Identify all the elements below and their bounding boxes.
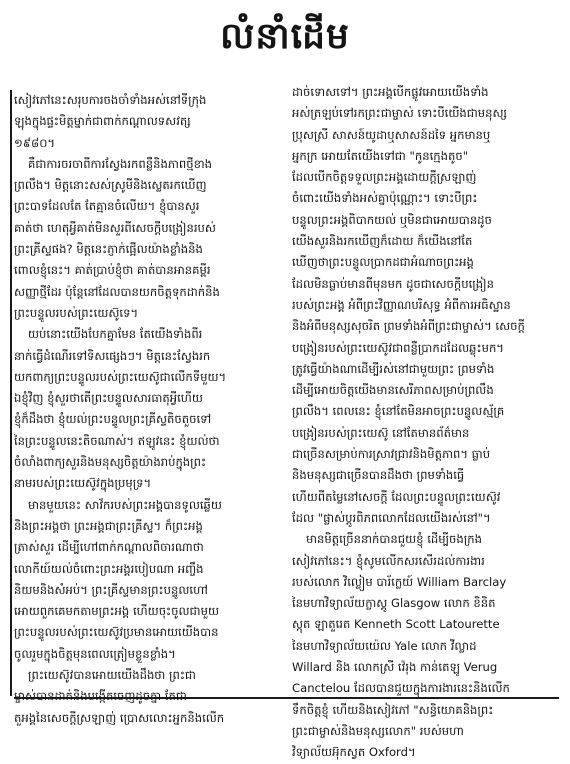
text-line: និងព្រះអង្គថា ព្រះអង្គជាព្រះគ្រីស្ទ។ ក៏ព្រះអង្គ — [14, 518, 203, 533]
text-line: ព្រះបាទដែលតែ តែគ្មានចំលើយ។ ខ្ញុំបានសួរ — [14, 199, 200, 214]
text-line: ត្រូវធ្វើយ៉ាងណាដើម្បីរស់នៅជាមួយព្រះ ព្រមទាំង — [292, 361, 495, 376]
text-line: ១៩៨០។ — [14, 135, 56, 150]
text-line: និយមនិងសំអប់។ ព្រះគ្រីស្ទមានព្រះបន្ទូលហៅ — [14, 582, 208, 597]
text-line: មានមួយនេះ សាវ័ករបស់ព្រះអង្គបានទូលឆ្លើយ — [28, 497, 222, 512]
text-line: លោកីយ៍យល់ចំពោះព្រះអង្គរបៀបណា អញ្ចឹង — [14, 561, 204, 576]
text-line: Willard និង លោកស្រី វ៉េរុង កាន់តេឡូ Verug — [292, 660, 498, 675]
text-line: មានមិត្តច្រើននាក់បានជួយខ្ញុំ ដើម្បីចងក្រង — [306, 532, 482, 547]
text-line: នៃមហាវិទ្យាល័យក្លាស្គូ Glasgow លោក ខិនិត — [292, 596, 496, 611]
text-line: ដែលបើកចិត្តទទួលព្រះអង្គដោយក្តីស្រឡាញ់ — [292, 170, 477, 185]
text-line: យើងសួរនិងរកឃើញក៏ដោយ ក៏យើងនៅតែ — [292, 234, 473, 249]
text-line: ព្រះជាម្ចាស់និងមនុស្សលោក" របស់មហា — [292, 723, 464, 738]
text-line: ឯខ្ញុំវិញ ខ្ញុំសួរថាតើព្រះបន្ទូលសារធាតុអ្វីហើយ — [14, 391, 203, 406]
text-line: Canctelou ដែលបានជួយក្នុងការងារនេះនិងលើក — [292, 681, 510, 696]
text-line: អ្នកក្រ អោយតែយើងទៅជា "កូនក្មេងតូច" — [292, 148, 469, 163]
text-line: ពោលខ្ញុំនេះ។ គាត់ប្រាប់ខ្ញុំថា គាត់បានអានគម្ពីរ — [14, 263, 211, 278]
text-line: ព្រះបន្ទូលរបស់ព្រះយេស៊ូទេ។ — [14, 305, 139, 320]
text-line: សញ្ញាថ្មីដែរ ប៉ុន្តែនៅដែលបានយកចិត្តទុកដាក់និង — [14, 284, 220, 299]
text-line: ខ្ញុំក៏ដឹងថា ខ្ញុំយល់ព្រះបន្ទូលព្រះគ្រីស្ទតិចតួចទៅ — [14, 412, 212, 427]
text-line: ព្រះយេស៊ូវបានអោយយើងដឹងថា ព្រះជា — [28, 668, 196, 683]
text-line: នាក់ធ្វើដំណើរទៅទិសផ្សេងៗ។ មិត្តនេះស្វែងរក — [14, 348, 211, 363]
text-line: បន្ទូលព្រះអង្គពិបាកយល់ ឬមិនជាអោយបានដូច — [292, 212, 492, 227]
text-line: បង្រៀនរបស់ព្រះយេស៊ូ នៅតែមានព័ត៌មាន — [292, 425, 470, 440]
text-line: ម្ចាស់បានដាក់និងបង្កើតចេញដូចគ្នា តែជា — [14, 689, 187, 704]
text-line: នៃព្រះបន្ទូលនេះតិចណាស់។ ឥឡូវនេះ ខ្ញុំយល់ថា — [14, 433, 220, 448]
text-line: សៀវភៅនេះសរុបការចងចាំទាំងអស់នៅទីក្រុង — [14, 93, 207, 107]
text-line: ឃើញថាព្រះបន្ទូលប្រាកដជាអំណាចព្រះអង្គ — [292, 255, 474, 270]
text-line: របស់លោក វិល្លៀម បារ័ក្លេយ៍ William Barclay — [292, 574, 507, 589]
text-line: អស់ត្រឡប់ទៅរកព្រះជាម្ចាស់ ទោះបីយើងជាមនុស្ស — [292, 106, 508, 121]
text-line: ឡុងក្នុងផ្ទះមិត្តម្នាក់ជាពាក់កណ្តាលទសវត្ស — [14, 114, 191, 129]
text-line: បង្រៀនរបស់ព្រះយេស៊ូវជាពន្លឺប្រាកដដែលឆ្លុះមក។ — [292, 340, 504, 355]
text-line: និងអំពីមនុស្សសុចរិត ព្រមទាំងអំពីព្រះជាម្ចាស់។ សេចក្តី — [292, 319, 525, 334]
text-line: ដើម្បីអោយចិត្តយើងមានសេរីភាពសម្រាប់ព្រលឹង — [292, 383, 494, 398]
text-line: តួអង្គនៃសេចក្តីស្រឡាញ់ ប្រោសលោះអ្នកនិងលើក — [14, 710, 225, 725]
text-line: សៀវភៅនេះ។ ខ្ញុំសូមលើកសរសើរដល់ការងារ — [292, 553, 485, 568]
text-line: របស់ព្រះអង្គ អំពីព្រះវិញ្ញាណបរិសុទ្ធ អំពីការអធិស្ឋាន — [292, 297, 511, 312]
text-line: ចំពោះយើងទាំងអស់គ្នាប៉ុណ្ណោះ។ ទោះបីព្រះ — [292, 191, 478, 206]
text-line: ហើយពីតម្លៃនៅសេចក្តី ដែលព្រះបន្ទូលព្រះយេស៊ូវ — [292, 489, 501, 504]
text-line: ស្កុត ឡាតួរេត Kenneth Scott Latourette — [292, 617, 500, 632]
text-line: ទឹកចិត្តខ្ញុំ ហើយនិងសៀវភៅ "សន្ធិយោគនិងព្រះ — [292, 702, 494, 717]
text-line: គាត់ថា ហេតុអ្វីគាត់មិនសួរពីសេចក្តីបង្រៀនរបស់ — [14, 220, 216, 235]
text-line: ប្រុសស្រី សាសន៍យូដាឬសាសន៍ដទៃ អ្នកមានឬ — [292, 127, 491, 142]
text-line: និងមនុស្សជាច្រើនបានដឹងថា ព្រមទាំងធ្វើ — [292, 468, 465, 483]
text-line: អោយពួកគេមកតាមព្រះអង្គ ហើយចុះចូលជាមួយ — [14, 604, 219, 619]
text-line: ចូលរួមក្នុងចិត្តមុនពេលត្រៀមខ្លួនខ្លាំង។ — [14, 646, 176, 661]
text-line: ដាច់ទោសទៅ។ ព្រះអង្គបើកផ្លូវអោយយើងទាំង — [292, 85, 489, 99]
text-line: ព្រលឹង។ ពេលនេះ ខ្ញុំនៅតែមិនអាចព្រះបន្ទូលស្ម័គ្រ — [292, 404, 505, 419]
text-line: យប់នោះយើងបែកគ្នាមែន តែយើងទាំងពីរ — [28, 327, 203, 342]
text-line: ជាច្រើនសម្រាប់ការស្រាវជ្រាវនិងមិត្តភាព។ ធ្លាប់ — [292, 447, 491, 462]
text-line: ព្រះគ្រីស្ទផង? មិត្តនេះភ្ញាក់ផ្អើលយ៉ាងខ្លាំងនិង — [14, 242, 203, 257]
text-line: យកពាក្យព្រះបន្ទូលរបស់ព្រះយេស៊ូជាលើកទីមួយ។ — [14, 369, 227, 384]
page-title: លំនាំដើម — [220, 15, 350, 57]
text-line: ត្រាស់សួរ ដើម្បីហៅពាក់កណ្តាលពិចារណាថា — [14, 540, 204, 555]
text-line: ព្រលឹង។ មិត្តនោះសស់ស្រូមីនិងស្លេតរកឃើញ — [14, 178, 207, 193]
text-line: វិទ្យាល័យអ៊ុកស្វត Oxford។ — [292, 745, 416, 760]
text-line: ដែល "ផ្លាស់ប្តូរពិភពលោកដែលយើងរស់នៅ"។ — [292, 510, 491, 525]
bottom-rule — [14, 697, 559, 699]
text-line: គឺជាការចរចាពីការស្វែងរកពន្លឺនិងភាពថ្មីខាង — [28, 156, 212, 171]
left-column — [14, 90, 278, 729]
text-line: ព្រះបន្ទូលរបស់ព្រះយេស៊ូវប្រមានអោយយើងបាន — [14, 625, 219, 640]
text-line: នាមរបស់ព្រះយេស៊ូវក្នុងប្រមុទ្រ។ — [14, 476, 152, 491]
left-margin-rule — [10, 90, 12, 696]
text-line: នៃមហាវិទ្យាល័យយ៉េល Yale លោក វីល្លាដ — [292, 638, 477, 653]
right-column — [292, 82, 556, 764]
text-line: ដែលមិនធ្លាប់មានពីមុនមក ដូចជាសេចក្តីបង្រៀន — [292, 276, 494, 291]
text-line: ចំលាំងពាក្យសួរនិងមនុស្សចិត្តយ៉ាងរាប់ក្នុងព្រះ — [14, 455, 207, 470]
